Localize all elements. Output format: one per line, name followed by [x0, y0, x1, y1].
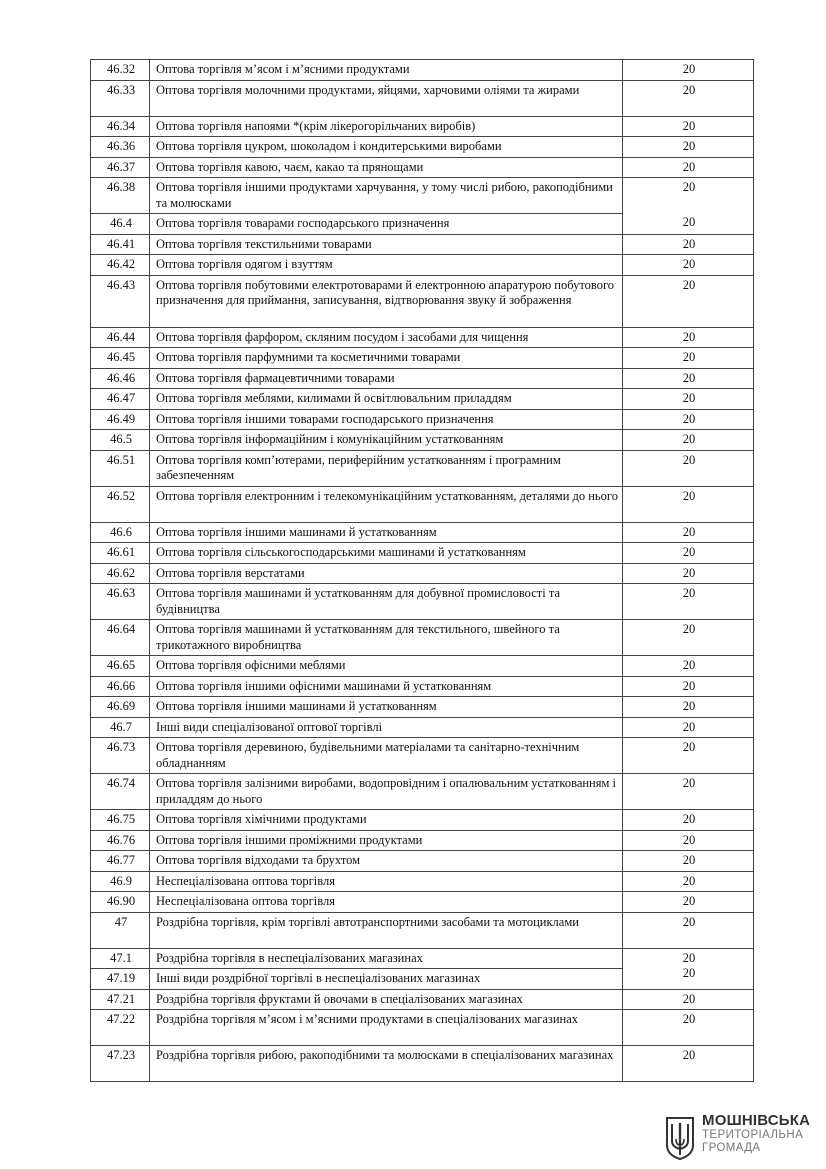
table-row [91, 368, 754, 389]
code-cell: 46.38 [91, 178, 150, 214]
code-cell: 47.23 [91, 1046, 150, 1082]
code-cell: 46.75 [91, 810, 150, 831]
description-cell: Роздрібна торгівля, крім торгівлі автотранспортними засобами та мотоциклами [150, 912, 623, 948]
code-cell: 46.5 [91, 430, 150, 451]
table-row [91, 912, 754, 948]
value-cell: 20 [623, 450, 754, 486]
description-cell: Неспеціалізована оптова торгівля [150, 871, 623, 892]
activity-codes-table [90, 59, 754, 1082]
table-row [91, 178, 754, 214]
code-cell: 46.7 [91, 717, 150, 738]
table-row [91, 830, 754, 851]
description-cell: Оптова торгівля хімічними продуктами [150, 810, 623, 831]
code-cell: 46.9 [91, 871, 150, 892]
table-row [91, 1010, 754, 1046]
value-text: 20 [682, 214, 696, 229]
value-cell: 20 [623, 830, 754, 851]
table-row [91, 620, 754, 656]
value-cell: 20 [623, 989, 754, 1010]
value-cell: 20 [623, 137, 754, 158]
value-cell: 20 [623, 738, 754, 774]
value-cell: 20 [623, 409, 754, 430]
code-cell: 46.69 [91, 697, 150, 718]
description-cell: Оптова торгівля кавою, чаєм, какао та прянощами [150, 157, 623, 178]
code-cell: 46.76 [91, 830, 150, 851]
value-cell: 20 [623, 275, 754, 327]
description-cell: Оптова торгівля товарами господарського призначення [150, 214, 623, 235]
value-cell: 20 [623, 80, 754, 116]
code-cell: 46.74 [91, 774, 150, 810]
table-row [91, 450, 754, 486]
description-cell: Оптова торгівля офісними меблями [150, 656, 623, 677]
table-row [91, 389, 754, 410]
code-cell: 46.51 [91, 450, 150, 486]
code-cell: 46.33 [91, 80, 150, 116]
description-cell: Оптова торгівля залізними виробами, водопровідним і опалювальним устаткованням і приладдям до нього [150, 774, 623, 810]
description-cell: Оптова торгівля деревиною, будівельними матеріалами та санітарно-технічним обладнанням [150, 738, 623, 774]
code-cell: 46.73 [91, 738, 150, 774]
community-logo [664, 1113, 814, 1163]
value-cell: 20 [623, 522, 754, 543]
description-cell: Роздрібна торгівля в неспеціалізованих магазинах [150, 948, 623, 969]
logo-text [702, 1113, 810, 1155]
description-cell: Неспеціалізована оптова торгівля [150, 892, 623, 913]
description-cell: Оптова торгівля цукром, шоколадом і кондитерськими виробами [150, 137, 623, 158]
table-row [91, 810, 754, 831]
value-cell: 20 [623, 697, 754, 718]
description-cell: Оптова торгівля парфумними та косметичними товарами [150, 348, 623, 369]
value-cell: 20 [623, 912, 754, 948]
code-cell: 46.37 [91, 157, 150, 178]
description-cell: Оптова торгівля іншими проміжними продуктами [150, 830, 623, 851]
description-cell: Роздрібна торгівля м’ясом і м’ясними продуктами в спеціалізованих магазинах [150, 1010, 623, 1046]
description-cell: Оптова торгівля іншими товарами господарського призначення [150, 409, 623, 430]
description-cell: Оптова торгівля фармацевтичними товарами [150, 368, 623, 389]
trident-icon [664, 1115, 696, 1161]
code-cell: 46.42 [91, 255, 150, 276]
code-cell: 47.1 [91, 948, 150, 969]
description-cell: Оптова торгівля побутовими електротоварами й електронною апаратурою побутового призначення для приймання, записування, відтворювання звуку й зображення [150, 275, 623, 327]
table-row [91, 543, 754, 564]
value-cell: 20 [623, 116, 754, 137]
value-cell [623, 948, 754, 989]
description-cell: Оптова торгівля іншими продуктами харчування, у тому числі рибою, ракоподібними та молюсками [150, 178, 623, 214]
description-cell: Оптова торгівля меблями, килимами й освітлювальним приладдям [150, 389, 623, 410]
table-row [91, 697, 754, 718]
value-cell: 20 [623, 327, 754, 348]
table-row [91, 738, 754, 774]
value-cell: 20 [623, 157, 754, 178]
table-row [91, 327, 754, 348]
value-cell: 20 [623, 871, 754, 892]
spacer [629, 196, 749, 215]
table-row [91, 157, 754, 178]
table-row [91, 348, 754, 369]
code-cell: 46.52 [91, 486, 150, 522]
code-cell: 47.21 [91, 989, 150, 1010]
value-text: 20 [682, 966, 696, 980]
code-cell: 46.6 [91, 522, 150, 543]
code-cell: 46.45 [91, 348, 150, 369]
table-row [91, 116, 754, 137]
table-row [91, 137, 754, 158]
value-cell: 20 [623, 810, 754, 831]
table-row [91, 563, 754, 584]
table-row [91, 892, 754, 913]
description-cell: Оптова торгівля сільськогосподарськими машинами й устаткованням [150, 543, 623, 564]
table-row [91, 656, 754, 677]
code-cell: 46.4 [91, 214, 150, 235]
description-cell: Оптова торгівля машинами й устаткованням для добувної промисловості та будівництва [150, 584, 623, 620]
description-cell: Оптова торгівля напоями *(крім лікерогорільчаних виробів) [150, 116, 623, 137]
description-cell: Інші види роздрібної торгівлі в неспеціалізованих магазинах [150, 969, 623, 990]
table-row [91, 871, 754, 892]
code-cell: 46.36 [91, 137, 150, 158]
table-row [91, 255, 754, 276]
table-row [91, 234, 754, 255]
code-cell: 46.64 [91, 620, 150, 656]
value-cell: 20 [623, 348, 754, 369]
value-cell: 20 [623, 255, 754, 276]
logo-line-1: МОШНІВСЬКА [702, 1112, 811, 1129]
value-cell: 20 [623, 234, 754, 255]
table-row [91, 486, 754, 522]
code-cell: 46.63 [91, 584, 150, 620]
table-row [91, 717, 754, 738]
code-cell: 46.62 [91, 563, 150, 584]
value-cell: 20 [623, 563, 754, 584]
description-cell: Роздрібна торгівля фруктами й овочами в спеціалізованих магазинах [150, 989, 623, 1010]
code-cell: 46.61 [91, 543, 150, 564]
value-cell: 20 [623, 486, 754, 522]
table-row [91, 948, 754, 969]
value-cell: 20 [623, 389, 754, 410]
logo-line-3: ГРОМАДА [702, 1142, 761, 1154]
value-cell [623, 178, 754, 235]
description-cell: Оптова торгівля верстатами [150, 563, 623, 584]
value-text: 20 [682, 950, 696, 965]
description-cell: Оптова торгівля молочними продуктами, яйцями, харчовими оліями та жирами [150, 80, 623, 116]
table-row [91, 275, 754, 327]
code-cell: 46.41 [91, 234, 150, 255]
code-cell: 46.65 [91, 656, 150, 677]
value-cell: 20 [623, 1010, 754, 1046]
value-cell: 20 [623, 430, 754, 451]
code-cell: 46.47 [91, 389, 150, 410]
code-cell: 46.46 [91, 368, 150, 389]
description-cell: Оптова торгівля інформаційним і комунікаційним устаткованням [150, 430, 623, 451]
table-row [91, 774, 754, 810]
value-text: 20 [682, 180, 696, 194]
table-row [91, 522, 754, 543]
code-cell: 46.44 [91, 327, 150, 348]
value-cell: 20 [623, 717, 754, 738]
description-cell: Оптова торгівля іншими офісними машинами й устаткованням [150, 676, 623, 697]
code-cell: 46.43 [91, 275, 150, 327]
logo-line-2: ТЕРИТОРІАЛЬНА [702, 1129, 804, 1141]
table-row [91, 676, 754, 697]
code-cell: 47.22 [91, 1010, 150, 1046]
description-cell: Оптова торгівля текстильними товарами [150, 234, 623, 255]
code-cell: 46.66 [91, 676, 150, 697]
value-cell: 20 [623, 543, 754, 564]
description-cell: Інші види спеціалізованої оптової торгівлі [150, 717, 623, 738]
description-cell: Оптова торгівля одягом і взуттям [150, 255, 623, 276]
description-cell: Оптова торгівля машинами й устаткованням для текстильного, швейного та трикотажного виробництва [150, 620, 623, 656]
value-cell: 20 [623, 851, 754, 872]
value-cell: 20 [623, 1046, 754, 1082]
table-row [91, 584, 754, 620]
description-cell: Оптова торгівля м’ясом і м’ясними продуктами [150, 60, 623, 81]
value-cell: 20 [623, 774, 754, 810]
value-cell: 20 [623, 60, 754, 81]
description-cell: Оптова торгівля електронним і телекомунікаційним устаткованням, деталями до нього [150, 486, 623, 522]
code-cell: 46.49 [91, 409, 150, 430]
code-cell: 47 [91, 912, 150, 948]
description-cell: Роздрібна торгівля рибою, ракоподібними та молюсками в спеціалізованих магазинах [150, 1046, 623, 1082]
table-row [91, 851, 754, 872]
description-cell: Оптова торгівля іншими машинами й устаткованням [150, 522, 623, 543]
table-row [91, 60, 754, 81]
table-row [91, 80, 754, 116]
description-cell: Оптова торгівля відходами та брухтом [150, 851, 623, 872]
value-cell: 20 [623, 676, 754, 697]
code-cell: 46.90 [91, 892, 150, 913]
code-cell: 46.77 [91, 851, 150, 872]
description-cell: Оптова торгівля комп’ютерами, периферійним устаткованням і програмним забезпеченням [150, 450, 623, 486]
table-row [91, 1046, 754, 1082]
value-cell: 20 [623, 620, 754, 656]
value-cell: 20 [623, 656, 754, 677]
code-cell: 47.19 [91, 969, 150, 990]
value-cell: 20 [623, 892, 754, 913]
description-cell: Оптова торгівля фарфором, скляним посудом і засобами для чищення [150, 327, 623, 348]
value-cell: 20 [623, 584, 754, 620]
table-row [91, 409, 754, 430]
table-row [91, 430, 754, 451]
code-cell: 46.34 [91, 116, 150, 137]
table-row [91, 989, 754, 1010]
description-cell: Оптова торгівля іншими машинами й устаткованням [150, 697, 623, 718]
code-cell: 46.32 [91, 60, 150, 81]
value-cell: 20 [623, 368, 754, 389]
